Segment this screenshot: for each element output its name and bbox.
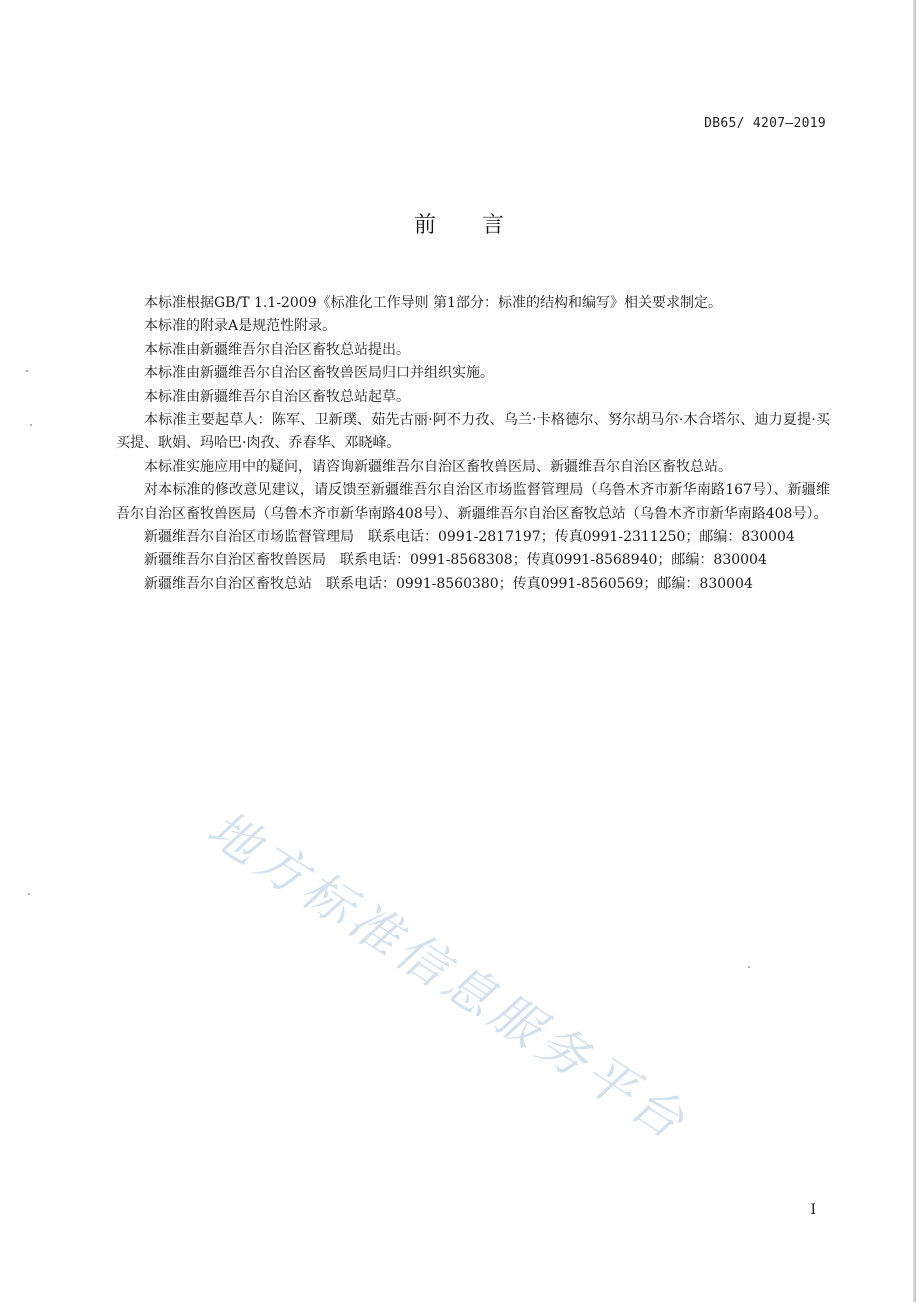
paragraph-inquiry: 本标准实施应用中的疑问，请咨询新疆维吾尔自治区畜牧兽医局、新疆维吾尔自治区畜牧总站。 bbox=[144, 458, 732, 475]
title-char-1: 前 bbox=[413, 213, 438, 238]
paragraph-appendix: 本标准的附录A是规范性附录。 bbox=[144, 318, 337, 335]
scan-speck bbox=[30, 424, 32, 426]
scan-speck bbox=[26, 370, 28, 372]
watermark: 地方标准信息服务平台 bbox=[197, 799, 699, 1153]
scan-speck bbox=[748, 966, 750, 968]
paragraph-feedback: 对本标准的修改意见建议，请反馈至新疆维吾尔自治区市场监督管理局（乌鲁木齐市新华南路167号）、新疆维吾尔自治区畜牧兽医局（乌鲁木齐市新华南路408号）、新疆维吾尔自治区畜牧总站（乌鲁木齐市新华南路408号）。 bbox=[116, 482, 830, 522]
paragraph-drafting-unit: 本标准由新疆维吾尔自治区畜牧总站起草。 bbox=[144, 388, 410, 405]
paragraph-proposer: 本标准由新疆维吾尔自治区畜牧总站提出。 bbox=[144, 341, 410, 358]
paragraph-drafters: 本标准主要起草人：陈军、卫新璞、茹先古丽·阿不力孜、乌兰·卡格德尔、努尔胡马尔·木合塔尔、迪力夏提·买买提、耿娟、玛哈巴·肉孜、乔春华、邓晓峰。 bbox=[116, 412, 830, 452]
paragraph-administrator: 本标准由新疆维吾尔自治区畜牧兽医局归口并组织实施。 bbox=[144, 365, 494, 382]
paragraph-drafting-basis: 本标准根据GB/T 1.1-2009《标准化工作导则 第1部分：标准的结构和编写》相关要求制定。 bbox=[144, 295, 722, 311]
page-edge-shadow bbox=[913, 0, 916, 1302]
title-char-2: 言 bbox=[482, 213, 507, 238]
contact-livestock-station: 新疆维吾尔自治区畜牧总站 联系电话：0991-8560380；传真0991-8560569；邮编：830004 bbox=[144, 575, 753, 592]
contact-market-supervision: 新疆维吾尔自治区市场监督管理局 联系电话：0991-2817197；传真0991-2311250；邮编：830004 bbox=[144, 529, 795, 546]
foreword-body bbox=[116, 292, 830, 596]
page-number: I bbox=[810, 1202, 816, 1218]
standard-code: DB65/ 4207—2019 bbox=[704, 116, 826, 131]
contact-veterinary-bureau: 新疆维吾尔自治区畜牧兽医局 联系电话：0991-8568308；传真0991-8568940；邮编：830004 bbox=[144, 552, 767, 569]
foreword-title bbox=[0, 208, 920, 239]
scan-speck bbox=[28, 893, 30, 895]
